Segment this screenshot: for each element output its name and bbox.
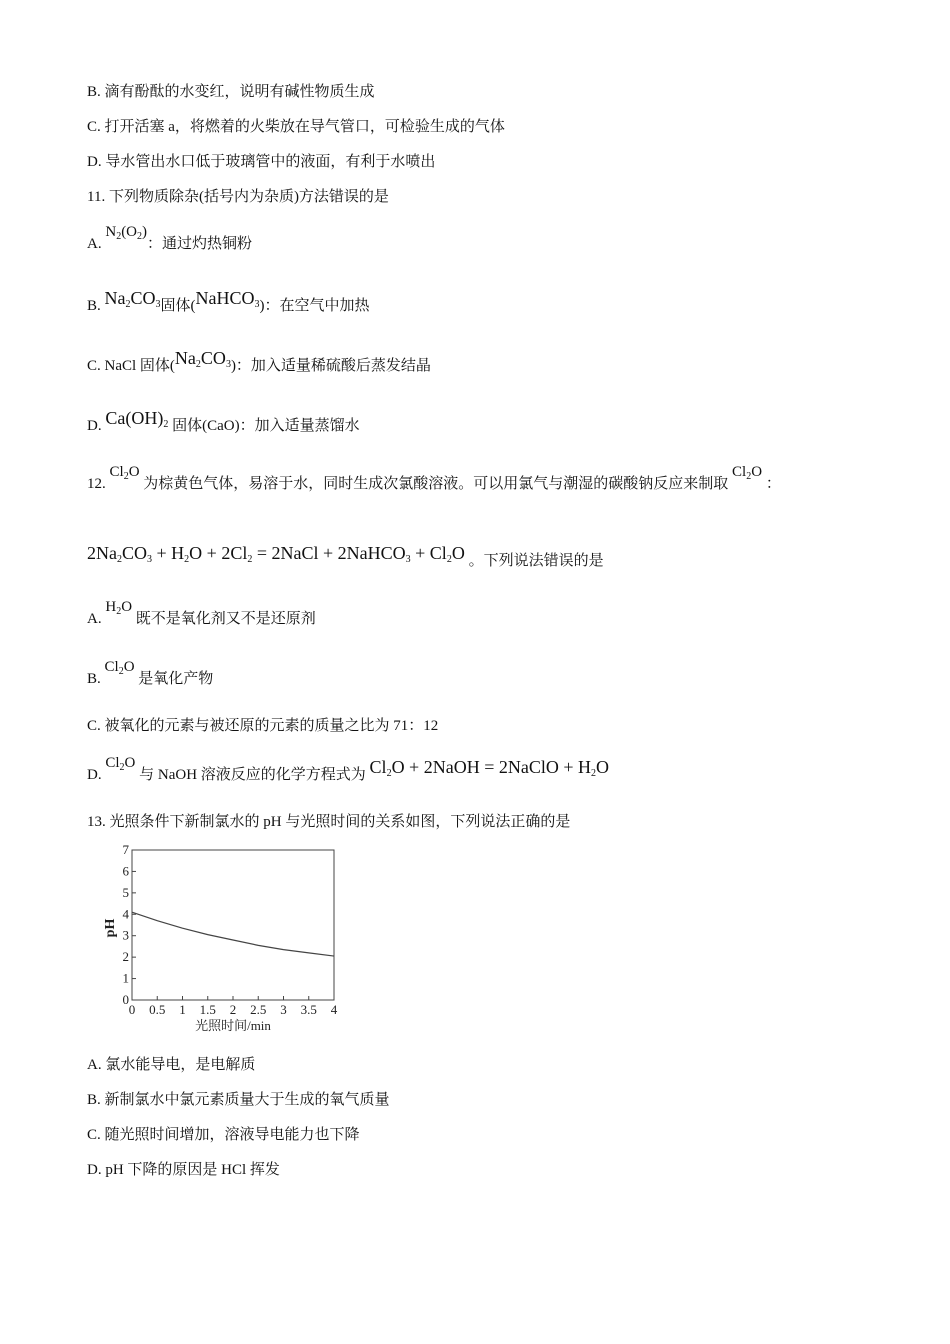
formula-nahco3: NaHCO$_3$ [195, 288, 260, 310]
q13-option-c: C. 随光照时间增加，溶液导电能力也下降 [87, 1127, 360, 1143]
y-tick-label: 4 [122, 906, 129, 922]
formula-cl2o-2: $Cl_2O$ [732, 464, 763, 482]
y-tick-label: 7 [122, 842, 129, 857]
q10-option-d: D. 导水管出水口低于玻璃管中的液面，有利于水喷出 [87, 154, 436, 170]
formula-cl2o-b: $Cl_2O$ [104, 659, 135, 677]
q13-option-d: D. pH 下降的原因是 HCl 挥发 [87, 1162, 280, 1178]
y-tick-label: 3 [122, 927, 129, 943]
q13-stem: 13. 光照条件下新制氯水的 pH 与光照时间的关系如图，下列说法正确的是 [87, 814, 571, 830]
x-tick-label: 2 [229, 1002, 237, 1017]
x-tick-label: 3.5 [300, 1002, 317, 1017]
x-axis-label: 光照时间/min [195, 1018, 271, 1033]
q13-option-b: B. 新制氯水中氯元素质量大于生成的氧气质量 [87, 1092, 390, 1108]
chart-frame [132, 850, 334, 1000]
formula-na2co3: $Na_2CO_3$ [104, 288, 161, 310]
x-tick-label: 0 [128, 1002, 136, 1017]
y-tick-label: 6 [122, 863, 129, 879]
q11-option-b: B. $Na_2CO_3$固体(NaHCO$_3$)：在空气中加热 [87, 288, 370, 314]
x-tick-label: 3 [280, 1002, 287, 1017]
q11-option-a: A. $N_2(O_2)$：通过灼热铜粉 [87, 224, 253, 252]
formula-cl2o-d: $Cl_2O$ [105, 755, 136, 773]
q11-stem: 11. 下列物质除杂(括号内为杂质)方法错误的是 [87, 189, 389, 205]
q13-option-a: A. 氯水能导电，是电解质 [87, 1057, 256, 1073]
naoh-equation: $Cl_2O$ + 2NaOH = 2NaClO + $H_2O$ [369, 757, 609, 779]
q12-option-a: A. $H_2O$ 既不是氧化剂又不是还原剂 [87, 599, 316, 627]
x-tick-label: 2.5 [250, 1002, 267, 1017]
q11-option-d: D. $Ca(OH)_2$ 固体(CaO)：加入适量蒸馏水 [87, 408, 360, 434]
q12-stem: 12. $Cl_2O$ 为棕黄色气体，易溶于水，同时生成次氯酸溶液。可以用氯气与潮湿的碳酸钠反应来制取 $Cl_2O$ ： [87, 464, 781, 492]
y-tick-label: 5 [122, 884, 129, 900]
q12-equation-line: $2Na_2CO_3 + H_2O + 2Cl_2$ = 2NaCl + 2NaHCO$_3$ + $Cl_2O$ 。下列说法错误的是 [87, 543, 604, 569]
q11-option-c: C. NaCl 固体$(Na_2CO_3)$：加入适量稀硫酸后蒸发结晶 [87, 348, 431, 374]
formula-na2co3-impurity: $Na_2CO_3$ [174, 348, 231, 370]
x-tick-label: 1.5 [199, 1002, 216, 1017]
formula-n2-o2: $N_2(O_2)$ [105, 224, 148, 242]
x-tick-label: 1 [179, 1002, 186, 1017]
x-tick-label: 4 [330, 1002, 338, 1017]
y-tick-label: 1 [122, 970, 129, 986]
formula-h2o: $H_2O$ [105, 599, 133, 617]
q10-option-b: B. 滴有酚酞的水变红，说明有碱性物质生成 [87, 84, 375, 100]
q12-option-d: D. $Cl_2O$ 与 NaOH 溶液反应的化学方程式为 $Cl_2O$ + 2NaOH = 2NaClO + $H_2O$ [87, 755, 609, 783]
q12-option-c: C. 被氧化的元素与被还原的元素的质量之比为 71：12 [87, 718, 439, 734]
y-axis-label: pH [103, 918, 118, 938]
ph-time-chart [100, 842, 350, 1040]
y-tick-label: 0 [122, 992, 129, 1007]
ph-curve [132, 912, 334, 956]
formula-caoh2: $Ca(OH)_2$ [105, 408, 169, 430]
formula-cl2o: $Cl_2O$ [109, 464, 140, 482]
q12-option-b: B. $Cl_2O$ 是氧化产物 [87, 659, 214, 687]
x-tick-label: 0.5 [149, 1002, 166, 1017]
y-tick-label: 2 [122, 949, 129, 965]
reaction-equation: $2Na_2CO_3 + H_2O + 2Cl_2$ = 2NaCl + 2NaHCO$_3$ + $Cl_2O$ [87, 543, 465, 565]
q10-option-c: C. 打开活塞 a，将燃着的火柴放在导气管口，可检验生成的气体 [87, 119, 505, 135]
